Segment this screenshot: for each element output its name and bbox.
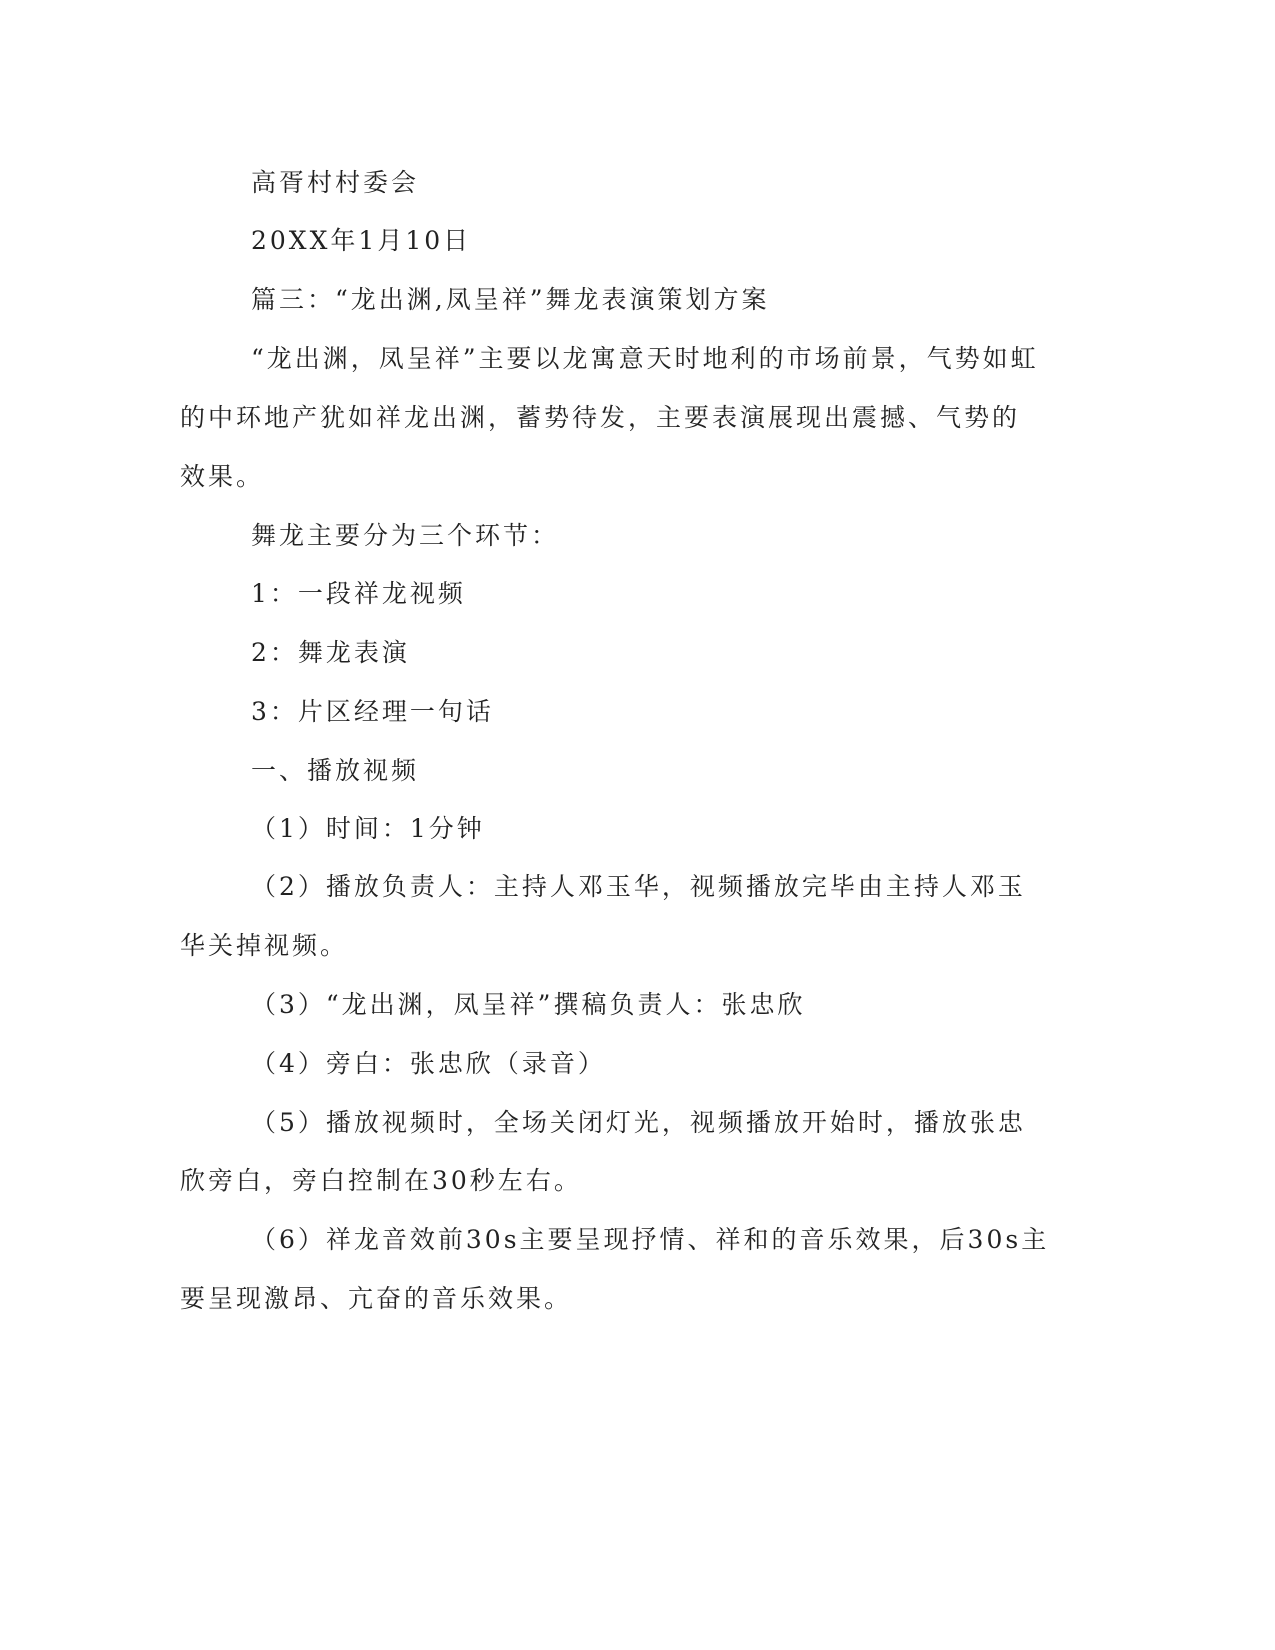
video-item-3: （3）“龙出渊，凤呈祥”撰稿负责人：张忠欣 (251, 990, 806, 1019)
segments-heading: 舞龙主要分为三个环节： (251, 521, 560, 550)
video-item-2-line-1: （2）播放负责人：主持人邓玉华，视频播放完毕由主持人邓玉 (251, 872, 1026, 901)
video-item-4: （4）旁白：张忠欣（录音） (251, 1049, 606, 1078)
segment-item-3: 3：片区经理一句话 (251, 697, 494, 726)
subsection-heading-video: 一、播放视频 (251, 756, 420, 785)
signature-date: 20XX年1月10日 (251, 226, 472, 255)
signature-organization: 高胥村村委会 (251, 168, 420, 197)
segment-item-1: 1：一段祥龙视频 (251, 579, 466, 608)
video-item-5-line-2: 欣旁白，旁白控制在30秒左右。 (180, 1166, 582, 1195)
video-item-6-line-2: 要呈现激昂、亢奋的音乐效果。 (180, 1284, 573, 1313)
video-item-1: （1）时间：1分钟 (251, 814, 485, 843)
intro-paragraph-line-3: 效果。 (180, 462, 265, 491)
intro-paragraph-line-2: 的中环地产犹如祥龙出渊，蓄势待发，主要表演展现出震撼、气势的 (180, 403, 1021, 432)
video-item-5-line-1: （5）播放视频时，全场关闭灯光，视频播放开始时，播放张忠 (251, 1108, 1026, 1137)
video-item-6-line-1: （6）祥龙音效前30s主要呈现抒情、祥和的音乐效果，后30s主 (251, 1225, 1050, 1254)
section-title: 篇三：“龙出渊,凤呈祥”舞龙表演策划方案 (251, 285, 770, 314)
segment-item-2: 2：舞龙表演 (251, 638, 410, 667)
video-item-2-line-2: 华关掉视频。 (180, 931, 349, 960)
intro-paragraph-line-1: “龙出渊，凤呈祥”主要以龙寓意天时地利的市场前景，气势如虹 (251, 344, 1039, 373)
